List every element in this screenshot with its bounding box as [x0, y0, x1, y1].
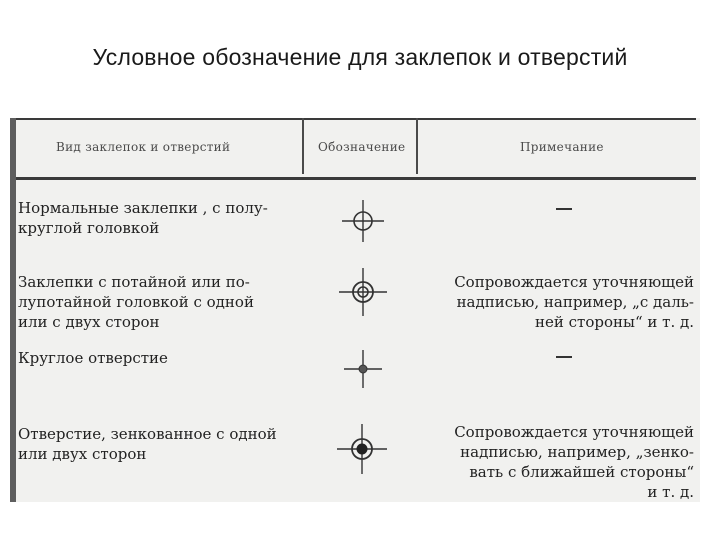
cross-circle-icon — [342, 200, 384, 242]
row-3-kind: Круглое отверстие — [18, 349, 168, 367]
cross-filled-circle-icon — [337, 424, 387, 474]
header-note: Примечание — [520, 140, 604, 154]
row-4-kind: Отверстие, зенкованное с одной или двух сторон — [18, 425, 277, 463]
table-top-rule — [16, 118, 696, 120]
header-kind: Вид заклепок и отверстий — [56, 140, 231, 154]
row-2-note: Сопровождается уточняющей надписью, например, „с даль- ней стороны“ и т. д. — [454, 273, 694, 331]
row-3-note — [556, 356, 572, 358]
column-divider-1 — [302, 118, 304, 174]
header-rule — [16, 177, 696, 180]
cross-dot-icon — [344, 350, 382, 388]
slide-title: Условное обозначение для заклепок и отверстий — [92, 44, 628, 70]
scanned-table — [10, 118, 700, 502]
row-4-note: Сопровождается уточняющей надписью, например, „зенко- вать с ближайшей стороны“ и т. д. — [454, 423, 694, 501]
header-symbol: Обозначение — [318, 140, 406, 154]
cross-double-circle-icon — [339, 268, 387, 316]
column-divider-2 — [416, 118, 418, 174]
row-1-note — [556, 208, 572, 210]
row-1-kind: Нормальные заклепки , с полу- круглой головкой — [18, 199, 268, 237]
row-2-kind: Заклепки с потайной или по- лупотайной головкой с одной или с двух сторон — [18, 273, 254, 331]
